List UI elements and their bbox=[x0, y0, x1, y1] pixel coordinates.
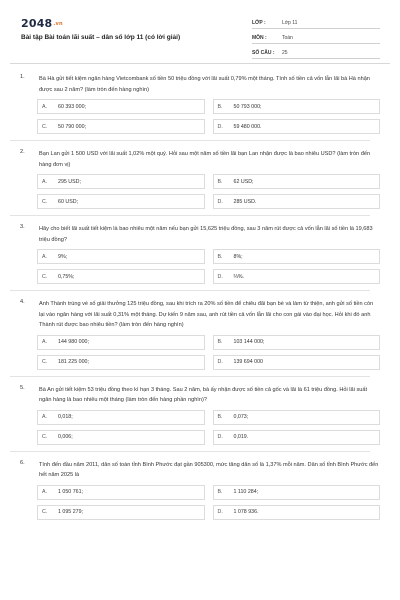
option-label: C. bbox=[42, 359, 48, 365]
option-label: B. bbox=[217, 253, 223, 260]
option-label: A. bbox=[42, 178, 48, 185]
site-logo[interactable] bbox=[21, 17, 63, 30]
option-text: 295 USD; bbox=[58, 178, 81, 185]
answer-options bbox=[37, 485, 380, 520]
header-divider bbox=[10, 63, 390, 64]
option-a[interactable] bbox=[37, 174, 205, 189]
question-text: Bà An gửi tiết kiệm 53 triệu đồng theo kì hạn 3 tháng. Sau 2 năm, bà ấy nhận được số tiền cả gốc và lãi là 61 triệu đồng. Hỏi lãi suất ngân hàng là bao nhiêu một tháng (làm tròn đến hàng phần nghìn)? bbox=[39, 386, 368, 403]
option-text: 1 110 284; bbox=[233, 489, 259, 495]
option-label: B. bbox=[217, 414, 223, 420]
option-text: 0,019. bbox=[233, 434, 249, 440]
option-text: 50 793 000; bbox=[233, 103, 262, 110]
option-label: B. bbox=[217, 489, 223, 495]
answer-options bbox=[37, 249, 380, 284]
option-text: 1 078 936. bbox=[233, 509, 259, 515]
meta-row-count bbox=[252, 44, 380, 59]
option-c[interactable] bbox=[37, 194, 205, 209]
meta-row-class bbox=[252, 14, 380, 29]
option-text: 8%; bbox=[233, 253, 243, 260]
answer-options bbox=[37, 335, 380, 370]
option-text: 59 480 000. bbox=[233, 123, 262, 130]
question-text: Bạn Lan gửi 1 500 USD với lãi suất 1,02% một quý. Hỏi sau một năm số tiền lãi bạn Lan nhận được là bao nhiêu USD? (làm tròn đến hàng đơn vị) bbox=[39, 151, 371, 168]
option-label: A. bbox=[42, 253, 48, 260]
answer-options bbox=[37, 410, 380, 445]
meta-key: SỐ CÂU : bbox=[252, 50, 275, 56]
question-number: 1. bbox=[20, 74, 25, 80]
option-d[interactable] bbox=[213, 119, 381, 134]
option-c[interactable] bbox=[37, 355, 205, 370]
option-d[interactable] bbox=[213, 194, 381, 209]
option-label: C. bbox=[42, 509, 48, 515]
option-label: B. bbox=[217, 339, 223, 345]
option-text: 139 694 000 bbox=[233, 359, 263, 365]
question-text: Bà Hà gửi tiết kiệm ngân hàng Vietcombank số tiền 50 triệu đồng với lãi suất 0,79% một tháng. Tính số tiền cả vốn lẫn lãi bà Hà nhận được sau 2 năm? (làm tròn đến hàng nghìn) bbox=[39, 76, 370, 93]
option-text: 285 USD. bbox=[233, 198, 257, 205]
header bbox=[0, 0, 400, 64]
option-label: D. bbox=[217, 273, 223, 280]
option-a[interactable] bbox=[37, 485, 205, 500]
option-label: A. bbox=[42, 103, 48, 110]
option-c[interactable] bbox=[37, 269, 205, 284]
option-text: 62 USD; bbox=[233, 178, 254, 185]
option-label: D. bbox=[217, 198, 223, 205]
option-label: C. bbox=[42, 434, 48, 440]
option-b[interactable] bbox=[213, 99, 381, 114]
option-b[interactable] bbox=[213, 335, 381, 350]
option-a[interactable] bbox=[37, 410, 205, 425]
question-number: 4. bbox=[20, 299, 25, 305]
option-d[interactable] bbox=[213, 505, 381, 520]
option-text: 0,073; bbox=[233, 414, 249, 420]
option-text: 0,018; bbox=[58, 414, 73, 420]
option-label: D. bbox=[217, 359, 223, 365]
option-c[interactable] bbox=[37, 119, 205, 134]
question-5 bbox=[20, 385, 380, 452]
meta-value: Lớp 11 bbox=[282, 20, 298, 26]
question-divider bbox=[10, 376, 370, 377]
meta-table bbox=[252, 14, 380, 59]
question-2 bbox=[20, 149, 380, 216]
option-text: ⅔%. bbox=[233, 273, 245, 280]
meta-key: LỚP : bbox=[252, 20, 266, 26]
question-3 bbox=[20, 224, 380, 291]
option-c[interactable] bbox=[37, 505, 205, 520]
option-b[interactable] bbox=[213, 249, 381, 264]
option-label: C. bbox=[42, 273, 48, 280]
option-label: A. bbox=[42, 339, 48, 345]
question-text: Anh Thành trúng vé số giải thưởng 125 triệu đồng, sau khi trích ra 20% số tiền để chiêu đãi bạn bè và làm từ thiện, anh gửi số tiền còn lại vào ngân hàng với lãi suất 0,31% một tháng. Dự kiến 9 năm sau, anh rút tiền cả vốn lẫn lãi cho con gái vào đại học. Hỏi khi đó anh Thành rút được bao nhiêu tiền? (làm tròn đến hàng nghìn) bbox=[39, 301, 374, 328]
option-text: 50 790 000; bbox=[58, 123, 86, 130]
option-text: 0,75%; bbox=[58, 273, 75, 280]
question-list bbox=[0, 74, 400, 525]
option-label: C. bbox=[42, 198, 48, 205]
option-c[interactable] bbox=[37, 430, 205, 445]
meta-value: Toán bbox=[282, 35, 293, 41]
option-d[interactable] bbox=[213, 430, 381, 445]
question-divider bbox=[10, 140, 370, 141]
question-4 bbox=[20, 299, 380, 377]
question-6 bbox=[20, 460, 380, 520]
question-number: 5. bbox=[20, 384, 25, 391]
meta-row-subject bbox=[252, 29, 380, 44]
option-text: 181 225 000; bbox=[58, 359, 89, 365]
option-label: D. bbox=[217, 123, 223, 130]
option-b[interactable] bbox=[213, 485, 381, 500]
logo-suffix: .vn bbox=[53, 21, 63, 27]
option-label: A. bbox=[42, 489, 48, 495]
meta-value: 25 bbox=[282, 50, 288, 56]
question-number: 2. bbox=[20, 149, 25, 155]
question-1 bbox=[20, 74, 380, 141]
option-label: B. bbox=[217, 103, 223, 110]
option-b[interactable] bbox=[213, 174, 381, 189]
option-text: 144 980 000; bbox=[58, 339, 89, 345]
question-divider bbox=[10, 451, 370, 452]
answer-options bbox=[37, 99, 380, 134]
option-text: 0,006; bbox=[58, 434, 73, 440]
option-a[interactable] bbox=[37, 335, 205, 350]
option-a[interactable] bbox=[37, 99, 205, 114]
option-text: 103 144 000; bbox=[233, 339, 265, 345]
option-text: 60 393 000; bbox=[58, 103, 86, 110]
document-title: Bài tập Bài toán lãi suất – dân số lớp 11 (có lời giải) bbox=[21, 34, 181, 41]
logo-main: 2048 bbox=[21, 17, 53, 30]
option-text: 60 USD; bbox=[58, 198, 79, 205]
option-label: B. bbox=[217, 178, 223, 185]
answer-options bbox=[37, 174, 380, 209]
question-number: 3. bbox=[20, 224, 25, 230]
option-text: 1 050 761; bbox=[58, 489, 84, 495]
option-label: A. bbox=[42, 414, 48, 420]
option-a[interactable] bbox=[37, 249, 205, 264]
option-label: D. bbox=[217, 509, 223, 515]
question-number: 6. bbox=[20, 459, 25, 466]
question-divider bbox=[10, 290, 370, 291]
option-d[interactable] bbox=[213, 269, 381, 284]
option-d[interactable] bbox=[213, 355, 381, 370]
option-text: 9%; bbox=[58, 253, 68, 260]
question-text: Tính đến đầu năm 2011, dân số toàn tỉnh Bình Phước đạt gần 905300, mức tăng dân số là 1,37% mỗi năm. Dân số tỉnh Bình Phước đến hết năm 2025 là bbox=[39, 461, 379, 478]
option-label: C. bbox=[42, 123, 48, 130]
question-text: Hãy cho biết lãi suất tiết kiệm là bao nhiêu một năm nếu bạn gửi 15,625 triệu đồng, sau 3 năm rút được cả vốn lẫn lãi số tiền là 19,683 triệu đồng? bbox=[39, 226, 373, 243]
option-text: 1 095 279; bbox=[58, 509, 84, 515]
meta-key: MÔN : bbox=[252, 35, 267, 41]
option-label: D. bbox=[217, 434, 223, 440]
option-b[interactable] bbox=[213, 410, 381, 425]
question-divider bbox=[10, 215, 370, 216]
